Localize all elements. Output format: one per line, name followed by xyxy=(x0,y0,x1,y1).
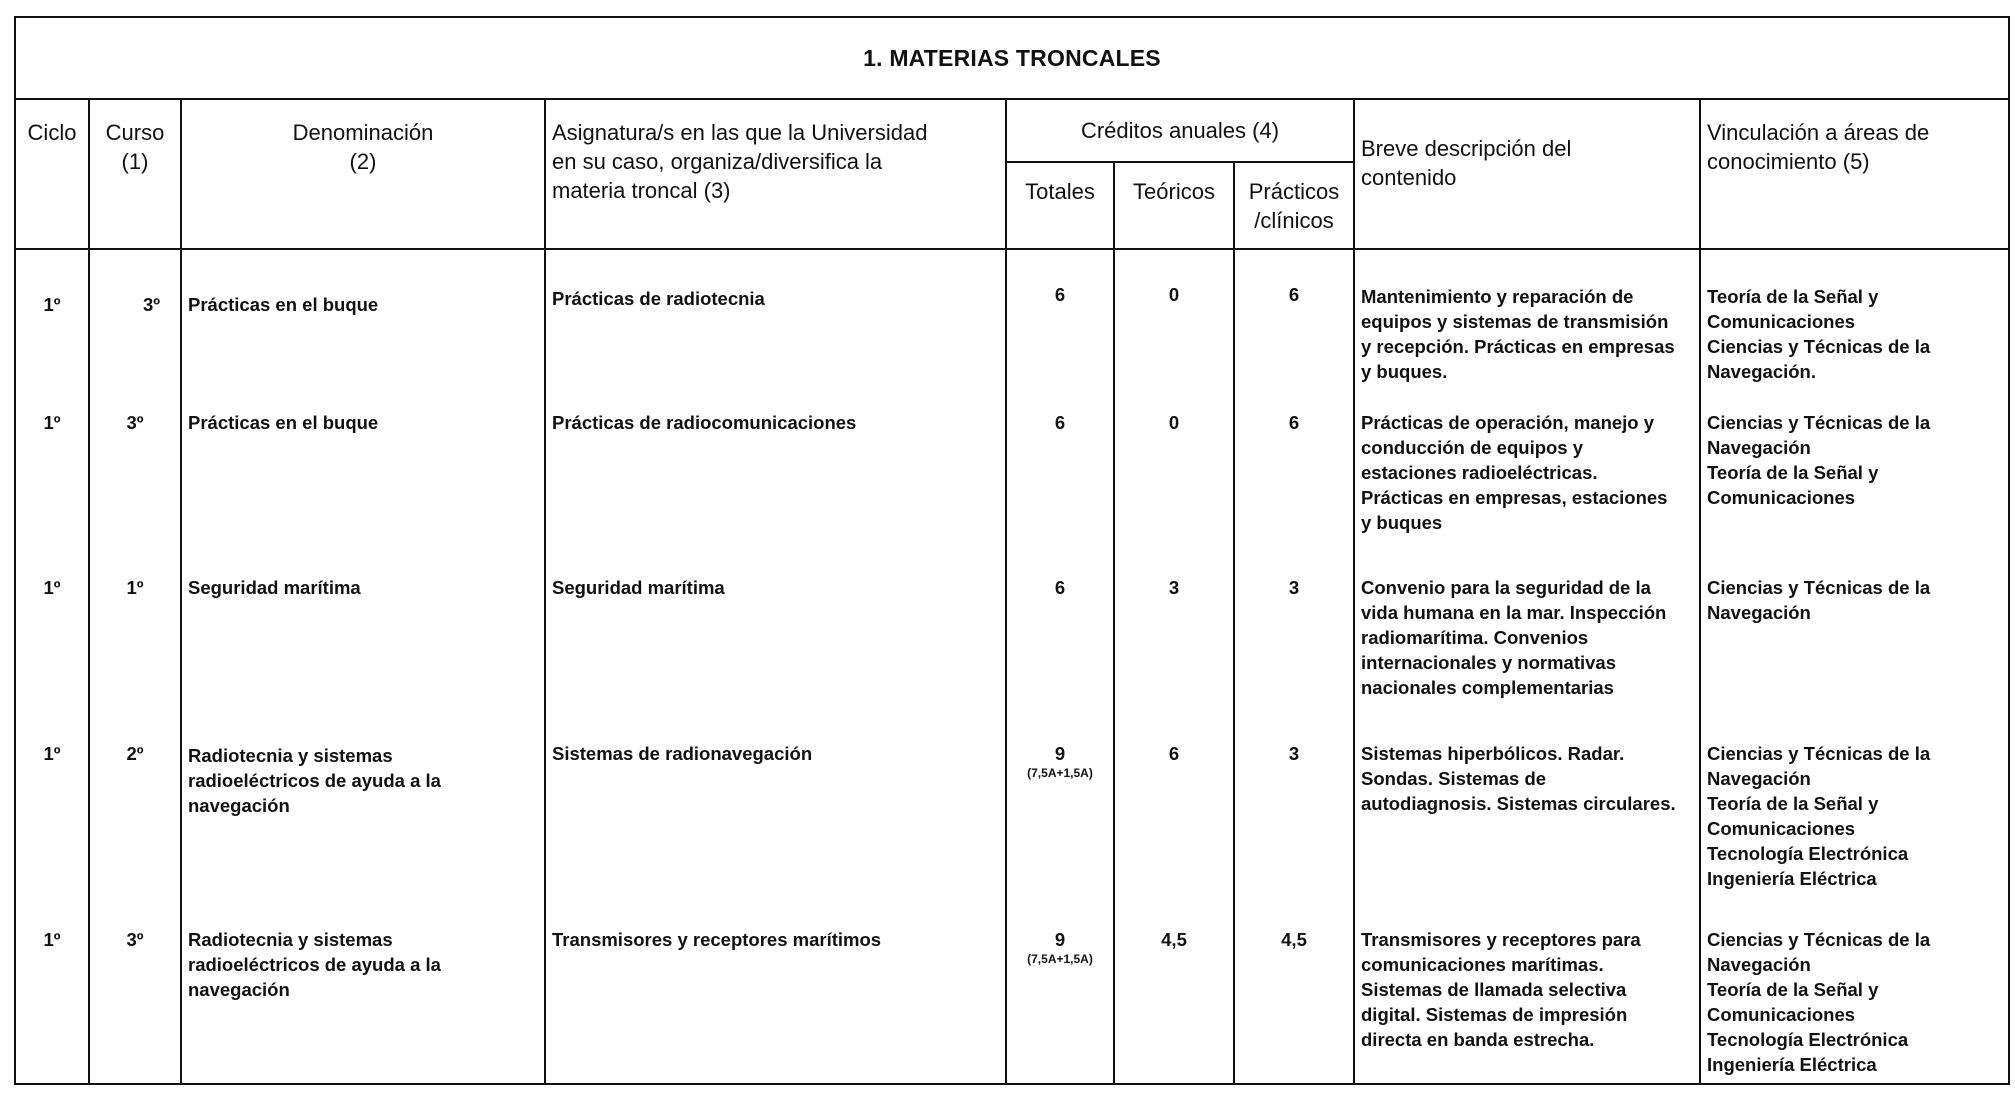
header-asignatura xyxy=(545,99,1006,249)
cell-ciclo: 1º xyxy=(15,249,89,390)
cell-ciclo: 1º xyxy=(15,390,89,555)
cell-ciclo: 1º xyxy=(15,907,89,1084)
cell-denominacion: Seguridad marítima xyxy=(181,555,545,723)
cell-asignatura: Seguridad marítima xyxy=(545,555,1006,723)
cell-practicos: 6 xyxy=(1234,249,1354,390)
header-curso-line2: (1) xyxy=(121,149,149,174)
cell-descripcion: Transmisores y receptores para comunicaciones marítimas. Sistemas de llamada selectiva digital. Sistemas de impresión directa en banda estrecha. xyxy=(1354,907,1700,1084)
cell-teoricos: 3 xyxy=(1114,555,1234,723)
header-creditos-label: Créditos anuales (4) xyxy=(1080,118,1280,143)
cell-curso: 2º xyxy=(89,723,181,907)
cell-vinculacion: Ciencias y Técnicas de la Navegación Teoría de la Señal y Comunicaciones Tecnología Electrónica Ingeniería Eléctrica xyxy=(1700,907,2009,1084)
table-row xyxy=(15,555,2009,723)
cell-denominacion: Radiotecnia y sistemas radioeléctricos de ayuda a la navegación xyxy=(181,723,545,907)
materias-table xyxy=(14,16,2010,1085)
header-teoricos-label: Teóricos xyxy=(1133,178,1215,204)
cell-practicos: 4,5 xyxy=(1234,907,1354,1084)
table-row xyxy=(15,723,2009,907)
cell-totales: 6 xyxy=(1006,390,1114,555)
cell-vinculacion: Ciencias y Técnicas de la Navegación xyxy=(1700,555,2009,723)
cell-totales: 9 (7,5A+1,5A) xyxy=(1006,907,1114,1084)
cell-practicos: 6 xyxy=(1234,390,1354,555)
header-vinculacion-line2: conocimiento (5) xyxy=(1707,149,1870,174)
cell-totales: 6 xyxy=(1006,249,1114,390)
header-vinculacion-line1: Vinculación a áreas de xyxy=(1707,120,1930,145)
table-row xyxy=(15,390,2009,555)
cell-descripcion: Prácticas de operación, manejo y conducción de equipos y estaciones radioeléctricas. Prácticas en empresas, estaciones y buques xyxy=(1354,390,1700,555)
header-ciclo xyxy=(15,99,89,249)
table-row xyxy=(15,907,2009,1084)
cell-vinculacion: Ciencias y Técnicas de la Navegación Teoría de la Señal y Comunicaciones Tecnología Electrónica Ingeniería Eléctrica xyxy=(1700,723,2009,907)
cell-curso: 1º xyxy=(89,555,181,723)
cell-teoricos: 0 xyxy=(1114,390,1234,555)
header-practicos-line1: Prácticos xyxy=(1248,178,1340,204)
header-denominacion xyxy=(181,99,545,249)
cell-asignatura: Transmisores y receptores marítimos xyxy=(545,907,1006,1084)
header-denominacion-line2: (2) xyxy=(349,149,377,174)
header-curso-line1: Curso xyxy=(105,120,165,145)
header-totales xyxy=(1006,162,1114,249)
cell-practicos: 3 xyxy=(1234,555,1354,723)
header-asignatura-line2: en su caso, organiza/diversifica la xyxy=(552,149,883,174)
header-denominacion-line1: Denominación xyxy=(292,120,434,145)
header-vinculacion xyxy=(1700,99,2009,249)
header-totales-label: Totales xyxy=(1025,178,1095,204)
cell-denominacion: Radiotecnia y sistemas radioeléctricos de ayuda a la navegación xyxy=(181,907,545,1084)
cell-curso: 3º xyxy=(89,390,181,555)
cell-asignatura: Prácticas de radiotecnia xyxy=(545,249,1006,390)
header-descripcion-line2: contenido xyxy=(1361,165,1457,190)
header-teoricos xyxy=(1114,162,1234,249)
cell-teoricos: 4,5 xyxy=(1114,907,1234,1084)
header-descripcion xyxy=(1354,99,1700,249)
table-row xyxy=(15,249,2009,390)
cell-curso: 3º xyxy=(89,907,181,1084)
header-creditos xyxy=(1006,99,1354,162)
cell-vinculacion: Teoría de la Señal y Comunicaciones Ciencias y Técnicas de la Navegación. xyxy=(1700,249,2009,390)
header-asignatura-line3: materia troncal (3) xyxy=(552,178,731,203)
header-curso xyxy=(89,99,181,249)
cell-asignatura: Prácticas de radiocomunicaciones xyxy=(545,390,1006,555)
cell-denominacion: Prácticas en el buque xyxy=(181,390,545,555)
cell-curso: 3º xyxy=(89,249,181,390)
cell-ciclo: 1º xyxy=(15,555,89,723)
cell-asignatura: Sistemas de radionavegación xyxy=(545,723,1006,907)
cell-teoricos: 6 xyxy=(1114,723,1234,907)
header-practicos-line2: /clínicos xyxy=(1254,207,1334,233)
header-ciclo-label: Ciclo xyxy=(27,120,77,145)
header-descripcion-line1: Breve descripción del xyxy=(1361,136,1572,161)
cell-practicos: 3 xyxy=(1234,723,1354,907)
cell-vinculacion: Ciencias y Técnicas de la Navegación Teoría de la Señal y Comunicaciones xyxy=(1700,390,2009,555)
cell-descripcion: Mantenimiento y reparación de equipos y sistemas de transmisión y recepción. Prácticas en empresas y buques. xyxy=(1354,249,1700,390)
cell-totales: 9 (7,5A+1,5A) xyxy=(1006,723,1114,907)
cell-denominacion: Prácticas en el buque xyxy=(181,249,545,390)
cell-descripcion: Sistemas hiperbólicos. Radar. Sondas. Sistemas de autodiagnosis. Sistemas circulares. xyxy=(1354,723,1700,907)
table-title: 1. MATERIAS TRONCALES xyxy=(15,17,2009,99)
cell-teoricos: 0 xyxy=(1114,249,1234,390)
materias-troncales-sheet xyxy=(14,16,2010,1085)
cell-ciclo: 1º xyxy=(15,723,89,907)
cell-descripcion: Convenio para la seguridad de la vida humana en la mar. Inspección radiomarítima. Convenios internacionales y normativas nacionales complementarias xyxy=(1354,555,1700,723)
cell-totales: 6 xyxy=(1006,555,1114,723)
header-practicos xyxy=(1234,162,1354,249)
header-asignatura-line1: Asignatura/s en las que la Universidad xyxy=(552,120,928,145)
